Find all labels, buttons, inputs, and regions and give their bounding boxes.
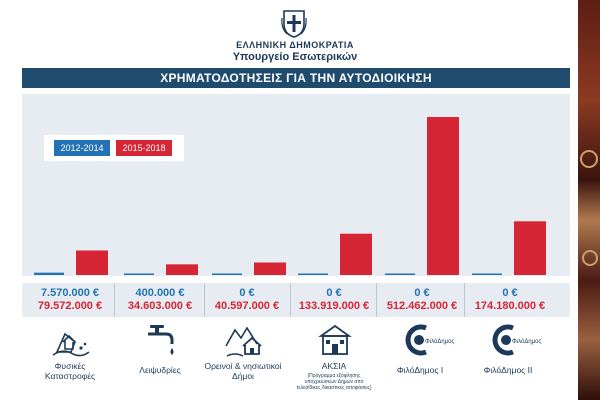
bar-2012-2014-3 xyxy=(298,274,328,276)
category-label-line: Λειψυδρίες xyxy=(139,365,181,375)
value-label-2015-2018: 34.603.000 € xyxy=(127,300,193,312)
bar-2015-2018-3 xyxy=(340,234,372,275)
value-label-2015-2018: 133.919.000 € xyxy=(298,300,370,312)
category-label xyxy=(25,361,115,381)
category-label-line: Καταστροφές xyxy=(44,371,96,381)
category-note xyxy=(289,373,379,391)
category-note-line: τελεσίδικες δικαστικές αποφάσεις) xyxy=(296,385,372,391)
category-note-line: υποχρεώσεων Δήμων από xyxy=(304,379,364,385)
category-label-line: ΦιλόΔημος ΙΙ xyxy=(483,365,533,375)
category-label xyxy=(463,365,553,375)
bar-2015-2018-2 xyxy=(254,262,286,275)
value-label-2015-2018: 79.572.000 € xyxy=(37,300,103,312)
filodimos-logo-icon xyxy=(487,322,542,358)
chart-title-banner: ΧΡΗΜΑΤΟΔΟΤΗΣΕΙΣ ΓΙΑ ΤΗΝ ΑΥΤΟΔΙΟΙΚΗΣΗ xyxy=(22,68,570,88)
category-label-line: ΑΚΣΙΑ xyxy=(321,361,347,371)
chart-legend xyxy=(44,135,184,161)
bar-2015-2018-5 xyxy=(514,221,546,275)
category-label xyxy=(375,365,465,375)
building-icon xyxy=(315,322,355,358)
category-label-line: Φυσικές xyxy=(54,361,86,371)
value-label-2012-2014: 0 € xyxy=(414,287,430,299)
value-label-2012-2014: 7.570.000 € xyxy=(40,287,100,299)
bar-2012-2014-0 xyxy=(34,273,64,275)
country-name: ΕΛΛΗΝΙΚΗ ΔΗΜΟΚΡΑΤΙΑ xyxy=(236,40,354,50)
legend-item-2015-2018: 2015-2018 xyxy=(116,140,172,156)
water-tap-icon xyxy=(142,322,182,358)
value-label-2012-2014: 400.000 € xyxy=(135,287,185,299)
value-label-2015-2018: 174.180.000 € xyxy=(474,300,546,312)
filodimos-logo-icon xyxy=(400,322,455,358)
bar-2012-2014-1 xyxy=(124,274,154,276)
category-label xyxy=(289,361,379,371)
bar-2015-2018-1 xyxy=(166,264,198,275)
logo-text: ΦιλόΔημος xyxy=(512,339,542,345)
category-label-line: Ορεινοί & νησιωτικοί xyxy=(204,361,282,371)
value-label-2012-2014: 0 € xyxy=(502,287,518,299)
category-label-line: ΦιλόΔημος Ι xyxy=(396,365,444,375)
value-label-2015-2018: 512.462.000 € xyxy=(386,300,458,312)
legend-item-2012-2014: 2012-2014 xyxy=(54,140,110,156)
category-label xyxy=(198,361,288,381)
landslide-house-icon xyxy=(51,322,91,358)
value-label-2015-2018: 40.597.000 € xyxy=(214,300,280,312)
category-label xyxy=(115,365,205,375)
bar-2012-2014-4 xyxy=(385,274,415,276)
bar-2015-2018-4 xyxy=(427,117,459,275)
logo-text: ΦιλόΔημος xyxy=(425,339,455,345)
category-label-line: Δήμοι xyxy=(232,371,254,381)
value-label-2012-2014: 0 € xyxy=(326,287,342,299)
value-label-2012-2014: 0 € xyxy=(239,287,255,299)
mountain-house-icon xyxy=(225,322,265,358)
bar-2015-2018-0 xyxy=(76,250,108,275)
bar-2012-2014-5 xyxy=(472,274,502,276)
bar-2012-2014-2 xyxy=(212,274,242,276)
ministry-name: Υπουργείο Εσωτερικών xyxy=(232,51,358,63)
category-note-line: (Πρόγραμμα εξόφλησης xyxy=(307,373,361,379)
